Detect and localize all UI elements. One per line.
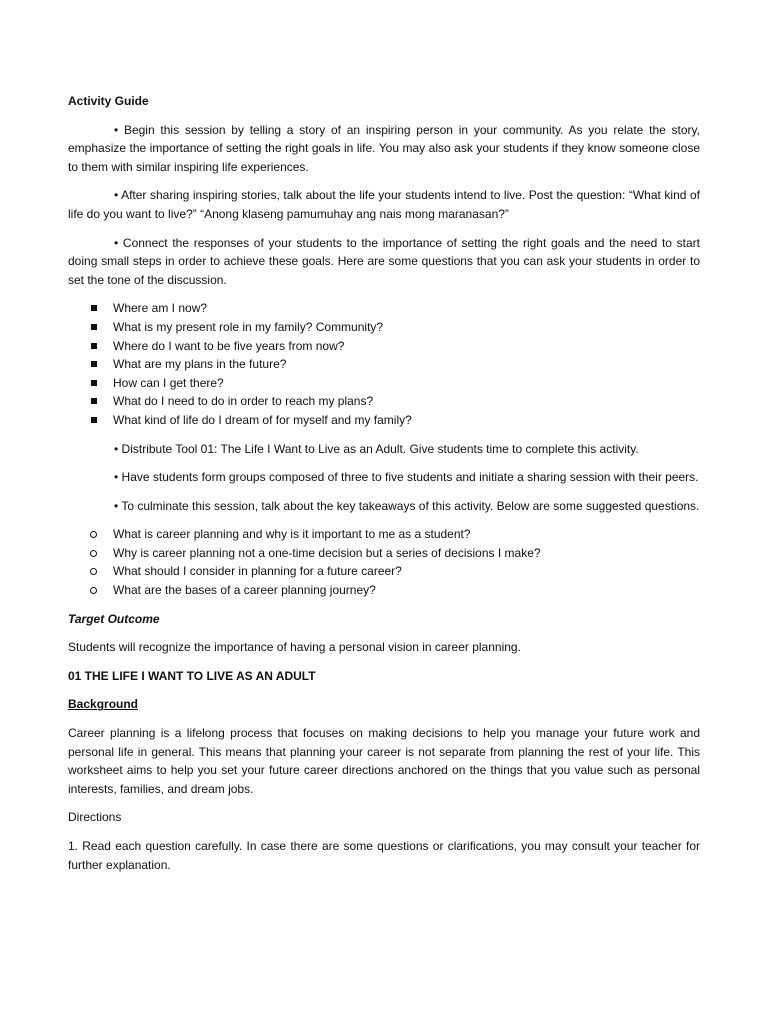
list-item: What kind of life do I dream of for myself and my family? <box>113 412 412 427</box>
list-item: What do I need to do in order to reach my plans? <box>113 394 374 409</box>
list-item: What is career planning and why is it important to me as a student? <box>113 527 471 542</box>
paragraph-connect-responses: • Connect the responses of your students to the importance of setting the right goals and the need to start doing small steps in order to achieve these goals. Here are some questions that you can ask your students in order to set the tone of the discussion. <box>68 235 700 287</box>
paragraph-begin-session: • Begin this session by telling a story of an inspiring person in your community. As you relate the story, emphasize the importance of setting the right goals in life. You may also ask your students if they know someone close to them with similar inspiring life experiences. <box>68 122 700 174</box>
target-outcome-heading: Target Outcome <box>68 611 160 626</box>
paragraph-distribute-tool: • Distribute Tool 01: The Life I Want to Live as an Adult. Give students time to complete this activity. <box>114 441 639 456</box>
reflection-questions-list <box>68 299 700 429</box>
document-content <box>68 92 700 884</box>
directions-heading: Directions <box>68 810 122 825</box>
list-item: What are my plans in the future? <box>113 357 287 372</box>
takeaway-questions-list <box>68 525 700 599</box>
paragraph-culminate-session: • To culminate this session, talk about the key takeaways of this activity. Below are some suggested questions. <box>114 498 700 513</box>
direction-item-1: 1. Read each question carefully. In case there are some questions or clarifications, you may consult your teacher for further explanation. <box>68 839 700 872</box>
target-outcome-text: Students will recognize the importance of having a personal vision in career planning. <box>68 640 521 655</box>
list-item: Why is career planning not a one-time decision but a series of decisions I make? <box>113 545 541 560</box>
list-item: How can I get there? <box>113 375 224 390</box>
paragraph-form-groups: • Have students form groups composed of three to five students and initiate a sharing session with their peers. <box>114 470 699 485</box>
list-item: What is my present role in my family? Community? <box>113 319 384 334</box>
list-item: Where do I want to be five years from now? <box>113 338 345 353</box>
list-item: What are the bases of a career planning journey? <box>113 583 376 598</box>
tool-title: 01 THE LIFE I WANT TO LIVE AS AN ADULT <box>68 668 316 683</box>
activity-guide-heading: Activity Guide <box>68 94 149 108</box>
background-text: Career planning is a lifelong process that focuses on making decisions to help you manage your future work and personal life in general. This means that planning your career is not separate from planning the rest of your life. This worksheet aims to help you set your future career directions anchored on the things that you value such as personal interests, families, and dream jobs. <box>68 726 700 796</box>
paragraph-inspiring-stories: • After sharing inspiring stories, talk about the life your students intend to live. Post the question: “What kind of life do you want to live?” “Anong klaseng pamumuhay ang nais mong maranasan?” <box>68 188 700 221</box>
list-item: Where am I now? <box>113 301 208 316</box>
list-item: What should I consider in planning for a future career? <box>113 564 402 579</box>
background-heading: Background <box>68 697 139 712</box>
